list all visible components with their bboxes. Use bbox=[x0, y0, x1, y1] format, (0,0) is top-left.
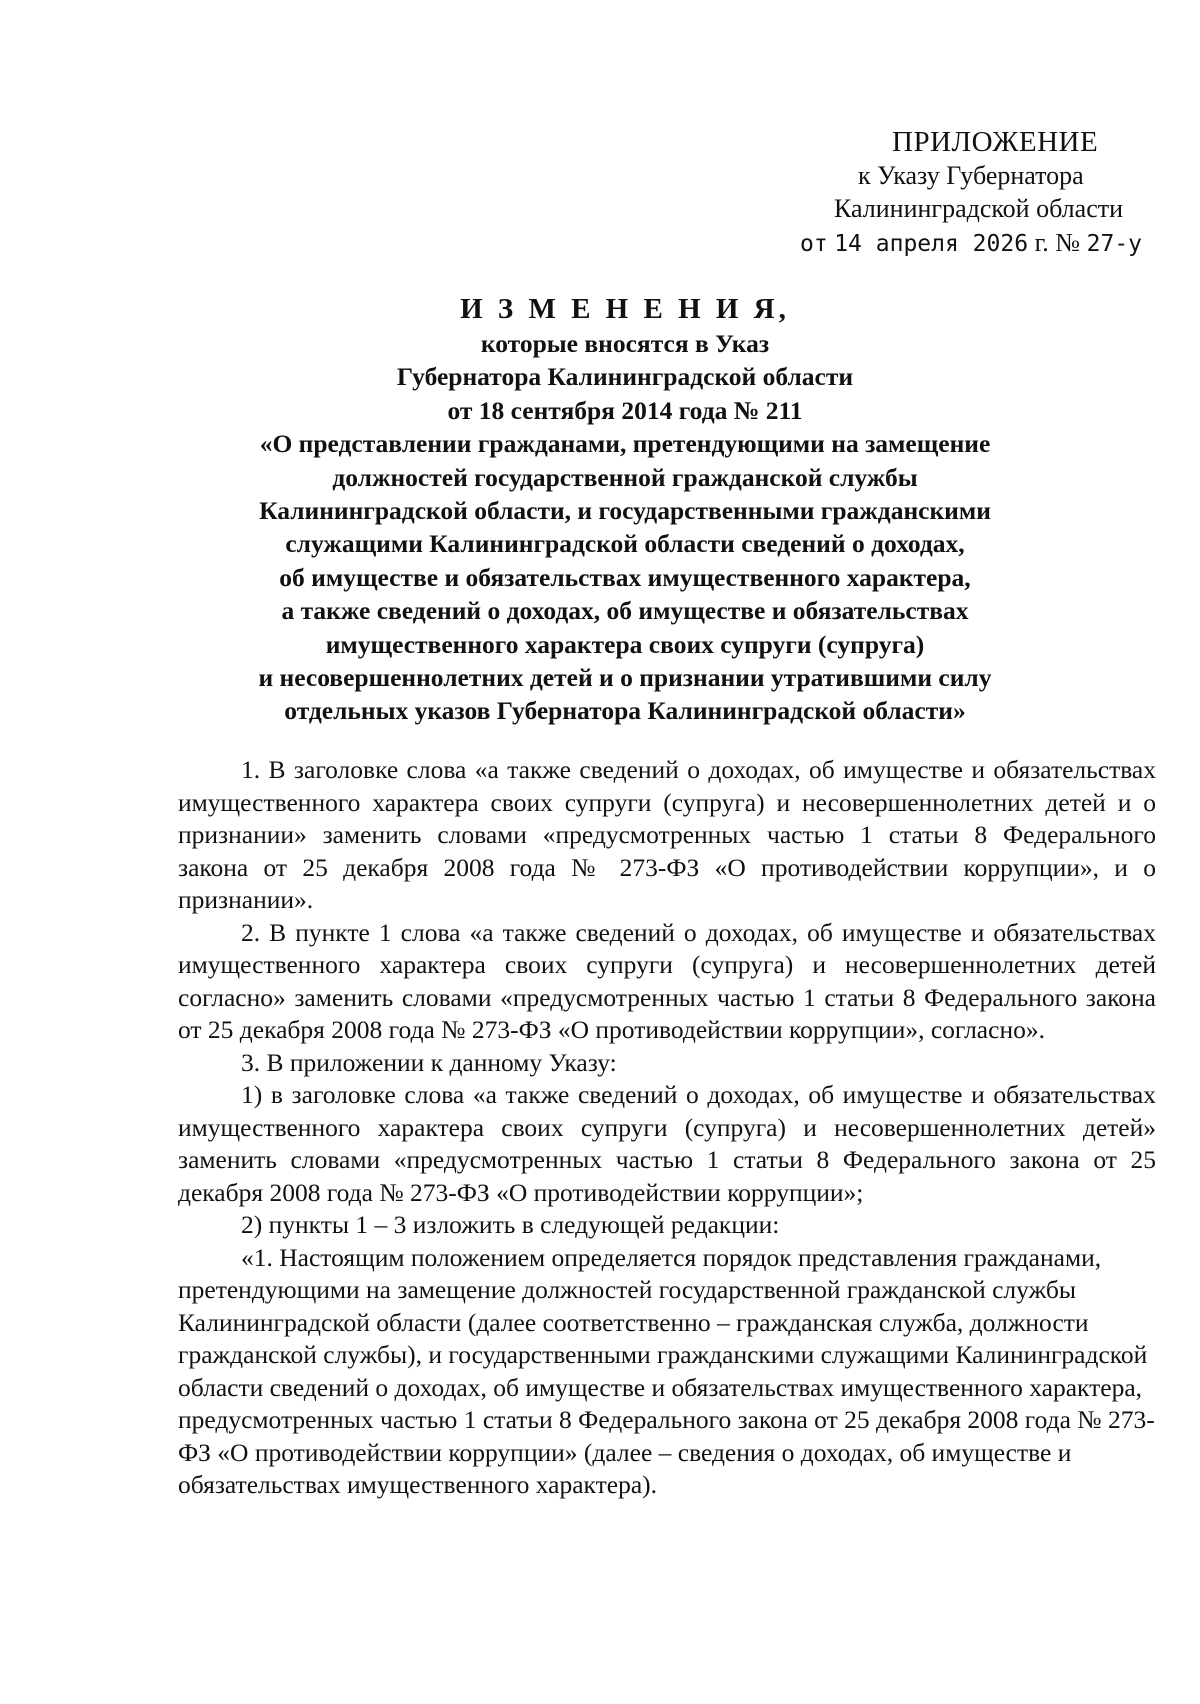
heading-title: И З М Е Н Е Н И Я, bbox=[460, 293, 790, 325]
heading-subtitle bbox=[160, 327, 1090, 728]
paragraph-subitem-2: 2) пункты 1 – 3 изложить в следующей редакции: bbox=[241, 1210, 780, 1239]
paragraph-new-wording: «1. Настоящим положением определяется порядок представления гражданами, претендующими на замещение должностей государственной гражданской службы Калининградской области (далее соответственно – гражданская служба, должности гражданской службы), и государственными гражданскими служащими Калининградской области сведений о доходах, об имуществе и обязательствах имущественного характера, предусмотренных частью 1 статьи 8 Федерального закона от 25 декабря 2008 года № 273-ФЗ «О противодействии коррупции» (далее – сведения о доходах, об имуществе и обязательствах имущественного характера). bbox=[178, 1242, 1155, 1499]
appendix-line-region: Калининградской области bbox=[834, 194, 1124, 223]
number-value: 27-у bbox=[1086, 231, 1143, 257]
heading-line: отдельных указов Губернатора Калининградской области» bbox=[284, 696, 966, 726]
heading-line: Калининградской области, и государственными гражданскими bbox=[259, 496, 991, 526]
number-prefix: г. № bbox=[1034, 228, 1081, 257]
heading-line: от 18 сентября 2014 года № 211 bbox=[447, 395, 803, 425]
heading-line: и несовершеннолетних детей и о признании утратившими силу bbox=[258, 663, 992, 693]
date-prefix: от bbox=[800, 231, 828, 257]
heading-line: об имуществе и обязательствах имущественного характера, bbox=[279, 562, 971, 592]
paragraph-item-2: 2. В пункте 1 слова «а также сведений о доходах, об имуществе и обязательствах имущественного характера своих супруги (супруга) и несовершеннолетних детей согласно» заменить словами «предусмотренных частью 1 статьи 8 Федерального закона от 25 декабря 2008 года № 273-ФЗ «О противодействии коррупции», согласно». bbox=[178, 917, 1156, 1044]
heading-line: а также сведений о доходах, об имуществе и обязательствах bbox=[281, 596, 969, 626]
heading-line: «О представлении гражданами, претендующими на замещение bbox=[259, 429, 991, 459]
date-value: 14 апреля 2026 bbox=[834, 231, 1029, 257]
heading-line: должностей государственной гражданской службы bbox=[332, 462, 918, 492]
heading-line: имущественного характера своих супруги (супруга) bbox=[325, 629, 925, 659]
paragraph-subitem-1: 1) в заголовке слова «а также сведений о доходах, об имуществе и обязательствах имущественного характера своих супруги (супруга) и несовершеннолетних детей» заменить словами «предусмотренных частью 1 статьи 8 Федерального закона от 25 декабря 2008 года № 273-ФЗ «О противодействии коррупции»; bbox=[178, 1080, 1156, 1207]
heading-line: служащими Калининградской области сведений о доходах, bbox=[285, 529, 965, 559]
appendix-title: ПРИЛОЖЕНИЕ bbox=[892, 126, 1099, 158]
appendix-line-decree: к Указу Губернатора bbox=[858, 161, 1084, 190]
paragraph-item-1: 1. В заголовке слова «а также сведений о доходах, об имуществе и обязательствах имущественного характера своих супруги (супруга) и несовершеннолетних детей и о признании» заменить словами «предусмотренных частью 1 статьи 8 Федерального закона от 25 декабря 2008 года № 273-ФЗ «О противодействии коррупции», и о признании». bbox=[178, 755, 1156, 914]
document-heading bbox=[160, 292, 1090, 728]
appendix-date-line bbox=[800, 228, 1142, 258]
document-body bbox=[178, 754, 1156, 1502]
heading-line: которые вносятся в Указ bbox=[480, 329, 770, 358]
paragraph-item-3: 3. В приложении к данному Указу: bbox=[241, 1047, 617, 1077]
heading-line: Губернатора Калининградской области bbox=[396, 362, 854, 392]
